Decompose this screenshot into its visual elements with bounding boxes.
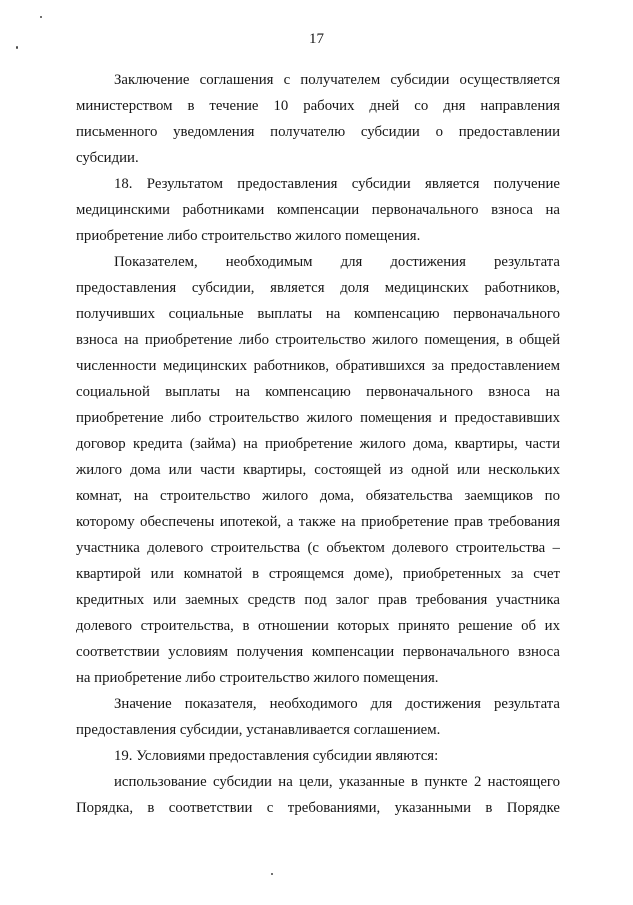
text-line: Заключение соглашения с получателем субсидии осуществляется [114,72,560,88]
paragraph-item-18-result [76,171,560,249]
page-number: 17 [309,31,324,47]
text-line: министерством в течение 10 рабочих дней со дня направления [76,98,560,114]
text-line: получивших социальные выплаты на компенсацию первоначального [76,306,560,322]
text-line: жилого дома или части квартиры, состоящей из одной или нескольких [76,462,560,478]
text-line: приобретение либо строительство жилого помещения. [76,228,421,244]
text-line: предоставления субсидии, является доля медицинских работников, [76,280,560,296]
text-line: субсидии. [76,150,139,166]
text-line: медицинскими работниками компенсации первоначального взноса на [76,202,560,218]
text-line: 19. Условиями предоставления субсидии являются: [114,748,439,764]
text-line: предоставления субсидии, устанавливается соглашением. [76,722,441,738]
paragraph-indicator-value [76,691,560,743]
text-line: письменного уведомления получателю субсидии о предоставлении [76,124,560,140]
text-line: соответствии условиям получения компенсации первоначального взноса [76,644,560,660]
text-line: квартирой или комнатой в строящемся доме), приобретенных за счет [76,566,560,582]
paragraph-agreement-conclusion [76,67,560,171]
text-line: социальной выплаты на компенсацию первоначального взноса на [76,384,560,400]
text-line: на приобретение либо строительство жилого помещения. [76,670,439,686]
text-line: Порядка, в соответствии с требованиями, указанными в Порядке [76,800,560,816]
text-line: договор кредита (займа) на приобретение жилого дома, квартиры, части [76,436,560,452]
document-body [76,67,560,821]
paragraph-condition-usage [76,769,560,821]
scan-speck-top-left [40,16,42,18]
paragraph-item-19-conditions [76,743,560,769]
text-line: долевого строительства, в отношении которых принято решение об их [76,618,560,634]
text-line: комнат, на строительство жилого дома, обязательства заемщиков по [76,488,560,504]
scan-speck-bottom [271,873,273,875]
text-line: взноса на приобретение либо строительство жилого помещения, в общей [76,332,560,348]
text-line: кредитных или заемных средств под залог прав требования участника [76,592,560,608]
text-line: 18. Результатом предоставления субсидии является получение [114,176,560,192]
text-line: участника долевого строительства (с объектом долевого строительства – [76,540,560,556]
paragraph-indicator-definition [76,249,560,691]
text-line: которому обеспечены ипотекой, а также на приобретение прав требования [76,514,560,530]
text-line: численности медицинских работников, обратившихся за предоставлением [76,358,560,374]
text-line: Значение показателя, необходимого для достижения результата [114,696,560,712]
text-line: Показателем, необходимым для достижения результата [114,254,560,270]
text-line: использование субсидии на цели, указанные в пункте 2 настоящего [114,774,560,790]
text-line: приобретение либо строительство жилого помещения и предоставивших [76,410,560,426]
